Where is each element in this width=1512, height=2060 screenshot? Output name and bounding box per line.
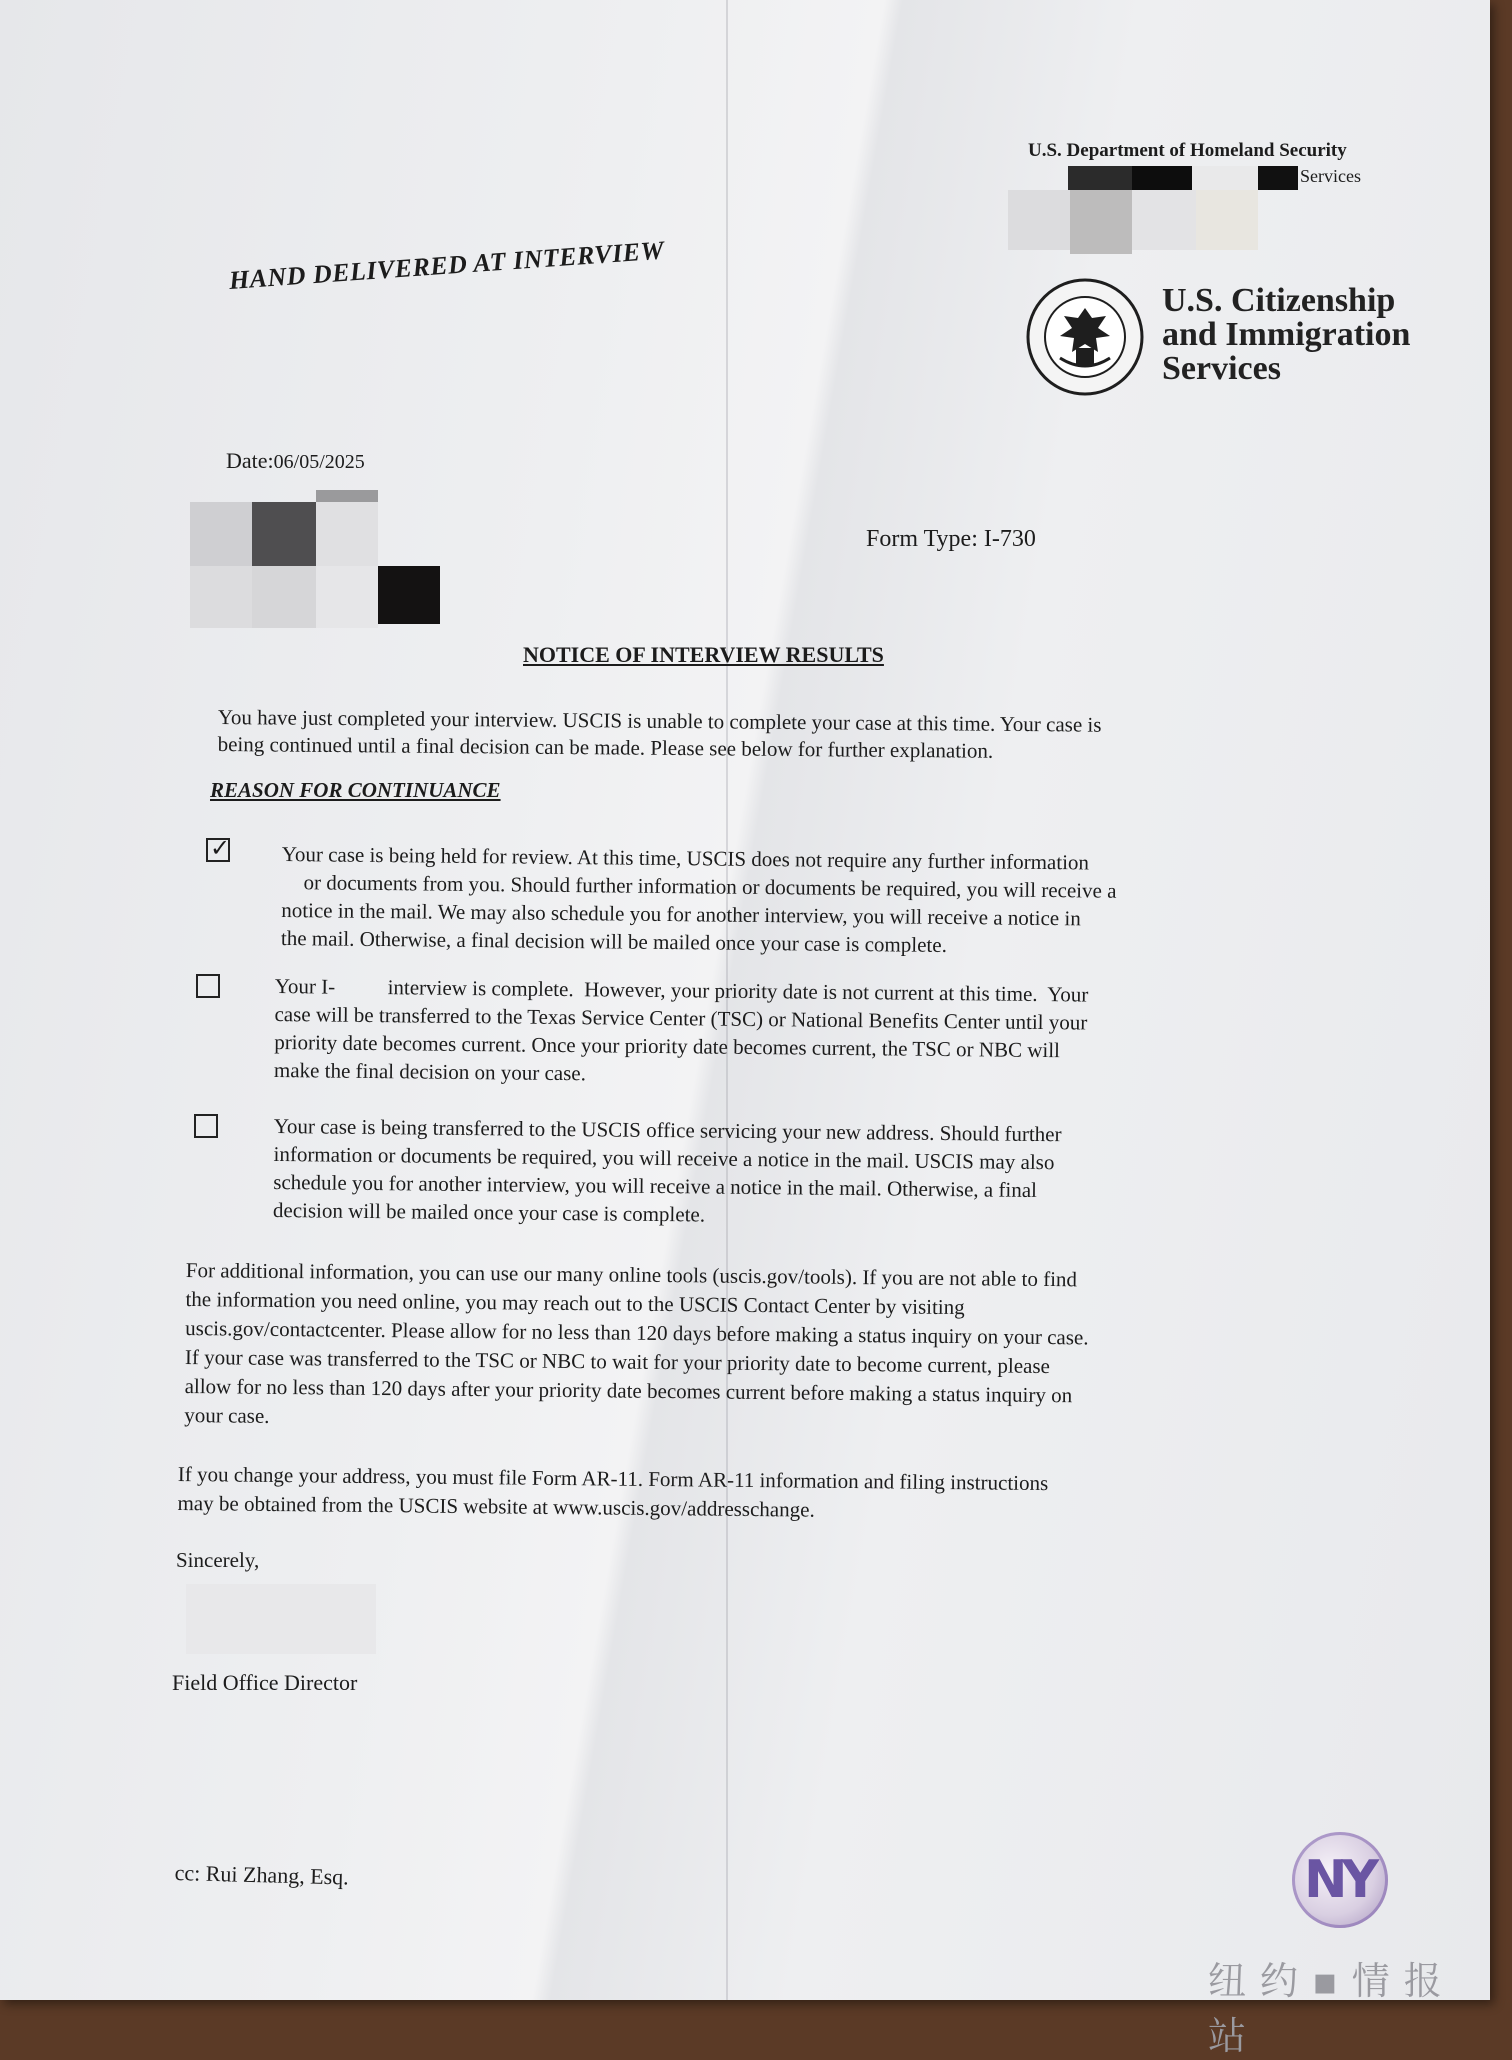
- option-line: information or documents be required, you will receive a notice in the mail. USCIS may also: [273, 1141, 1055, 1175]
- intro-line: You have just completed your interview. USCIS is unable to complete your case at this time. Your case is: [217, 704, 1102, 737]
- option-interview-complete: [274, 972, 1089, 1093]
- date-value: 06/05/2025: [273, 451, 365, 473]
- department-header: U.S. Department of Homeland Security: [1028, 140, 1347, 161]
- option-line: notice in the mail. We may also schedule you for another interview, you will receive a notice in: [281, 897, 1081, 931]
- option-line: make the final decision on your case.: [273, 1057, 587, 1086]
- redaction-block: [190, 502, 252, 566]
- redaction-block: [1258, 166, 1298, 190]
- watermark-text: 纽约▪情报站: [1208, 1959, 1456, 2058]
- paragraph-line: the information you need online, you may reach out to the USCIS Contact Center by visiting: [185, 1286, 965, 1320]
- dhs-seal-icon: [1026, 278, 1144, 396]
- watermark-logo-text: NY: [1304, 1850, 1374, 1910]
- option-line: Your I- interview is complete. However, your priority date is not current at this time. Your: [274, 973, 1089, 1007]
- intro-paragraph: [218, 704, 1238, 767]
- sub-agency-suffix: Services: [1300, 166, 1361, 186]
- option-held-for-review: [281, 840, 1117, 961]
- reason-heading: REASON FOR CONTINUANCE: [210, 778, 501, 802]
- redaction-block: [190, 566, 252, 628]
- redaction-block: [1008, 190, 1070, 250]
- form-type-value: I-730: [983, 526, 1036, 552]
- option-line: Your case is being transferred to the USCIS office servicing your new address. Should further: [273, 1113, 1062, 1147]
- redaction-block: [1196, 190, 1258, 250]
- paragraph-line: For additional information, you can use our many online tools (uscis.gov/tools). If you are not able to find: [185, 1257, 1078, 1292]
- redaction-block: [1070, 190, 1132, 254]
- address-change-paragraph: [177, 1460, 1048, 1527]
- cc-line: cc: Rui Zhang, Esq.: [174, 1860, 350, 1890]
- paragraph-line: may be obtained from the USCIS website at www.uscis.gov/addresschange.: [177, 1490, 815, 1522]
- additional-info-paragraph: [184, 1256, 1089, 1439]
- notice-title: NOTICE OF INTERVIEW RESULTS: [523, 642, 884, 667]
- watermark-logo: [1292, 1832, 1388, 1928]
- redaction-block: [316, 566, 378, 628]
- paragraph-line: your case.: [184, 1402, 270, 1428]
- closing: Sincerely,: [176, 1548, 260, 1572]
- intro-line: being continued until a final decision can be made. Please see below for further explanation.: [217, 731, 994, 763]
- paragraph-line: uscis.gov/contactcenter. Please allow for no less than 120 days before making a status inquiry on your case.: [185, 1315, 1089, 1350]
- date-label: Date:: [226, 448, 274, 473]
- redaction-block: [1132, 166, 1192, 190]
- redaction-block: [252, 566, 316, 628]
- signature-redaction: [186, 1584, 376, 1654]
- redaction-block: [378, 566, 440, 624]
- redaction-block: [1192, 166, 1258, 190]
- paragraph-line: allow for no less than 120 days after your priority date becomes current before making a status inquiry on: [184, 1373, 1073, 1408]
- redaction-block: [316, 502, 378, 566]
- option-line: the mail. Otherwise, a final decision will be mailed once your case is complete.: [280, 925, 948, 957]
- form-type-line: [866, 526, 1036, 553]
- agency-name-line2: and Immigration: [1162, 316, 1411, 353]
- option-line: case will be transferred to the Texas Service Center (TSC) or National Benefits Center until your: [274, 1001, 1088, 1035]
- checkbox-transferred[interactable]: [194, 1114, 218, 1138]
- option-line: priority date becomes current. Once your priority date becomes current, the TSC or NBC will: [274, 1029, 1061, 1063]
- hand-delivered-stamp: HAND DELIVERED AT INTERVIEW: [228, 235, 666, 295]
- date-line: [226, 448, 365, 474]
- signer-title: Field Office Director: [172, 1670, 358, 1695]
- agency-name-line1: U.S. Citizenship: [1162, 282, 1396, 319]
- paragraph-line: If you change your address, you must file Form AR-11. Form AR-11 information and filing instructions: [177, 1461, 1049, 1496]
- redaction-block: [1132, 190, 1196, 250]
- form-type-label: Form Type:: [866, 526, 978, 552]
- checkmark-icon: ✓: [210, 834, 231, 862]
- option-line: or documents from you. Should further information or documents be required, you will receive a: [303, 870, 1117, 903]
- redaction-block: [1068, 166, 1142, 190]
- option-line: Your case is being held for review. At this time, USCIS does not require any further information: [281, 841, 1090, 875]
- redaction-block: [252, 502, 316, 566]
- agency-name-line3: Services: [1162, 350, 1281, 387]
- paragraph-line: If your case was transferred to the TSC or NBC to wait for your priority date to become current, please: [184, 1344, 1051, 1379]
- checkbox-interview-complete[interactable]: [196, 974, 220, 998]
- checkbox-held-for-review[interactable]: [206, 834, 231, 862]
- option-transferred: [273, 1112, 1062, 1232]
- option-line: schedule you for another interview, you will receive a notice in the mail. Otherwise, a final: [273, 1169, 1038, 1202]
- option-line: decision will be mailed once your case is complete.: [272, 1197, 706, 1227]
- redaction-block: [316, 490, 378, 502]
- agency-name: [1162, 284, 1410, 386]
